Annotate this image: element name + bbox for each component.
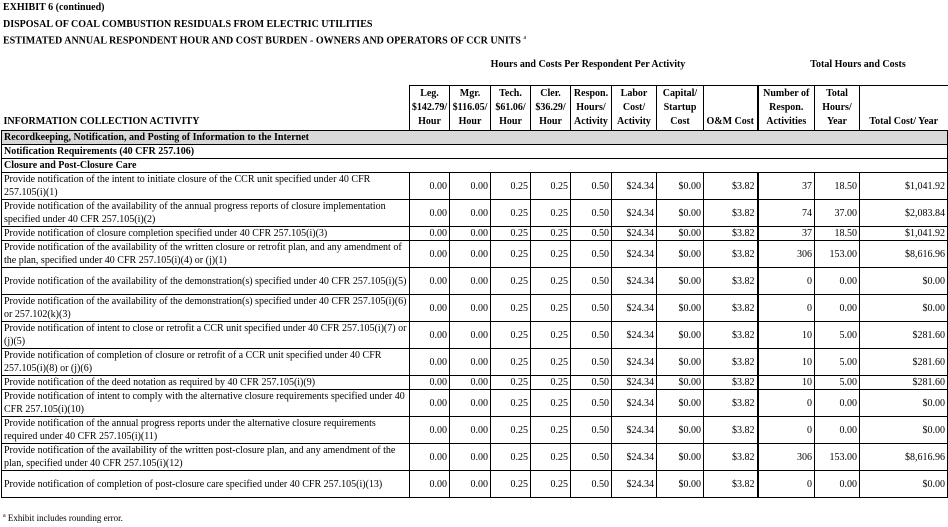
- activity-cell: Provide notification of completion of closure or retrofit of a CCR unit specified under 40 CFR 257.105(i)(8) or (j)(6): [2, 349, 410, 376]
- document-title: DISPOSAL OF COAL COMBUSTION RESIDUALS FROM ELECTRIC UTILITIES: [3, 19, 373, 30]
- col-number-activities: Number of Respon. Activities: [758, 86, 815, 131]
- total-cost-cell: $0.00: [860, 390, 948, 417]
- om-cell: $3.82: [704, 471, 758, 498]
- leg-cell: 0.00: [410, 322, 450, 349]
- cler-cell: 0.25: [531, 349, 571, 376]
- cler-cell: 0.25: [531, 200, 571, 227]
- number-cell: 0: [758, 417, 815, 444]
- labor-cell: $24.34: [612, 200, 657, 227]
- capital-cell: $0.00: [657, 173, 704, 200]
- mgr-cell: 0.00: [450, 322, 491, 349]
- tech-cell: 0.25: [491, 241, 531, 268]
- cler-cell: 0.25: [531, 417, 571, 444]
- total-cost-cell: $8,616.96: [860, 444, 948, 471]
- table-row: [2, 322, 948, 349]
- activity-cell: Provide notification of the availability of the demonstration(s) specified under 40 CFR 257.105(i)(6) or 257.102(k)(3): [2, 295, 410, 322]
- group-header-per-activity: Hours and Costs Per Respondent Per Activity: [490, 59, 686, 70]
- om-cell: $3.82: [704, 173, 758, 200]
- mgr-cell: 0.00: [450, 227, 491, 241]
- cler-cell: 0.25: [531, 444, 571, 471]
- activity-cell: Provide notification of the deed notation as required by 40 CFR 257.105(i)(9): [2, 376, 410, 390]
- number-cell: 0: [758, 295, 815, 322]
- total-cost-cell: $281.60: [860, 376, 948, 390]
- total-hours-cell: 0.00: [815, 471, 860, 498]
- leg-cell: 0.00: [410, 349, 450, 376]
- total-hours-cell: 153.00: [815, 444, 860, 471]
- cler-cell: 0.25: [531, 390, 571, 417]
- col-total-cost: Total Cost/ Year: [860, 86, 948, 131]
- section-label: Closure and Post-Closure Care: [2, 159, 948, 173]
- respon-cell: 0.50: [571, 471, 612, 498]
- tech-cell: 0.25: [491, 471, 531, 498]
- om-cell: $3.82: [704, 417, 758, 444]
- om-cell: $3.82: [704, 390, 758, 417]
- number-cell: 74: [758, 200, 815, 227]
- column-header-row: [2, 86, 948, 131]
- tech-cell: 0.25: [491, 444, 531, 471]
- table-row: [2, 390, 948, 417]
- om-cell: $3.82: [704, 444, 758, 471]
- total-hours-cell: 0.00: [815, 295, 860, 322]
- total-cost-cell: $8,616.96: [860, 241, 948, 268]
- labor-cell: $24.34: [612, 444, 657, 471]
- capital-cell: $0.00: [657, 295, 704, 322]
- labor-cell: $24.34: [612, 241, 657, 268]
- table-row: [2, 227, 948, 241]
- activity-cell: Provide notification of intent to comply with the alternative closure requirements specified under 40 CFR 257.105(i)(10): [2, 390, 410, 417]
- respon-cell: 0.50: [571, 322, 612, 349]
- capital-cell: $0.00: [657, 241, 704, 268]
- col-om-cost: O&M Cost: [704, 86, 758, 131]
- activity-cell: Provide notification of closure completion specified under 40 CFR 257.105(i)(3): [2, 227, 410, 241]
- table-row: [2, 241, 948, 268]
- activity-cell: Provide notification of completion of post-closure care specified under 40 CFR 257.105(i)(13): [2, 471, 410, 498]
- mgr-cell: 0.00: [450, 295, 491, 322]
- total-hours-cell: 18.50: [815, 173, 860, 200]
- tech-cell: 0.25: [491, 322, 531, 349]
- total-hours-cell: 0.00: [815, 417, 860, 444]
- total-cost-cell: $2,083.84: [860, 200, 948, 227]
- mgr-cell: 0.00: [450, 173, 491, 200]
- number-cell: 0: [758, 268, 815, 295]
- labor-cell: $24.34: [612, 349, 657, 376]
- number-cell: 10: [758, 376, 815, 390]
- col-labor-cost: Labor Cost/ Activity: [612, 86, 657, 131]
- col-tech: Tech. $61.06/ Hour: [491, 86, 531, 131]
- tech-cell: 0.25: [491, 376, 531, 390]
- cler-cell: 0.25: [531, 376, 571, 390]
- footnote-marker: a: [523, 35, 527, 41]
- leg-cell: 0.00: [410, 417, 450, 444]
- mgr-cell: 0.00: [450, 349, 491, 376]
- respon-cell: 0.50: [571, 349, 612, 376]
- total-cost-cell: $0.00: [860, 417, 948, 444]
- leg-cell: 0.00: [410, 227, 450, 241]
- om-cell: $3.82: [704, 376, 758, 390]
- cler-cell: 0.25: [531, 471, 571, 498]
- leg-cell: 0.00: [410, 390, 450, 417]
- respon-cell: 0.50: [571, 200, 612, 227]
- document-subtitle: [3, 35, 526, 46]
- total-hours-cell: 5.00: [815, 322, 860, 349]
- total-hours-cell: 5.00: [815, 349, 860, 376]
- total-hours-cell: 153.00: [815, 241, 860, 268]
- total-cost-cell: $1,041.92: [860, 173, 948, 200]
- respon-cell: 0.50: [571, 173, 612, 200]
- activity-cell: Provide notification of the availability of the written post-closure plan, and any amendment of the plan, specified under 40 CFR 257.105(i)(12): [2, 444, 410, 471]
- tech-cell: 0.25: [491, 227, 531, 241]
- capital-cell: $0.00: [657, 268, 704, 295]
- labor-cell: $24.34: [612, 417, 657, 444]
- labor-cell: $24.34: [612, 376, 657, 390]
- tech-cell: 0.25: [491, 268, 531, 295]
- activity-cell: Provide notification of intent to close or retrofit a CCR unit specified under 40 CFR 257.105(i)(7) or (j)(5): [2, 322, 410, 349]
- table-row: [2, 417, 948, 444]
- total-cost-cell: $281.60: [860, 322, 948, 349]
- number-cell: 10: [758, 322, 815, 349]
- labor-cell: $24.34: [612, 268, 657, 295]
- respon-cell: 0.50: [571, 444, 612, 471]
- respon-cell: 0.50: [571, 390, 612, 417]
- leg-cell: 0.00: [410, 471, 450, 498]
- leg-cell: 0.00: [410, 444, 450, 471]
- leg-cell: 0.00: [410, 200, 450, 227]
- respon-cell: 0.50: [571, 295, 612, 322]
- tech-cell: 0.25: [491, 349, 531, 376]
- activity-cell: Provide notification of the availability of the written closure or retrofit plan, and any amendment of the plan, specified under 40 CFR 257.105(i)(4) or (j)(1): [2, 241, 410, 268]
- total-cost-cell: $0.00: [860, 268, 948, 295]
- footnote: [3, 513, 123, 523]
- section-label: Notification Requirements (40 CFR 257.106): [2, 145, 948, 159]
- om-cell: $3.82: [704, 241, 758, 268]
- respon-cell: 0.50: [571, 376, 612, 390]
- col-total-hours: Total Hours/ Year: [815, 86, 860, 131]
- cler-cell: 0.25: [531, 173, 571, 200]
- cler-cell: 0.25: [531, 241, 571, 268]
- number-cell: 306: [758, 241, 815, 268]
- section-row-recordkeeping: [2, 131, 948, 145]
- respon-cell: 0.50: [571, 227, 612, 241]
- section-row-notification: [2, 145, 948, 159]
- total-cost-cell: $1,041.92: [860, 227, 948, 241]
- col-mgr: Mgr. $116.05/ Hour: [450, 86, 491, 131]
- mgr-cell: 0.00: [450, 241, 491, 268]
- om-cell: $3.82: [704, 349, 758, 376]
- mgr-cell: 0.00: [450, 390, 491, 417]
- cler-cell: 0.25: [531, 227, 571, 241]
- number-cell: 306: [758, 444, 815, 471]
- table-row: [2, 349, 948, 376]
- om-cell: $3.82: [704, 227, 758, 241]
- col-respon-hours: Respon. Hours/ Activity: [571, 86, 612, 131]
- col-activity: INFORMATION COLLECTION ACTIVITY: [2, 86, 410, 131]
- total-hours-cell: 18.50: [815, 227, 860, 241]
- labor-cell: $24.34: [612, 471, 657, 498]
- tech-cell: 0.25: [491, 173, 531, 200]
- table-body: [2, 131, 948, 498]
- mgr-cell: 0.00: [450, 471, 491, 498]
- leg-cell: 0.00: [410, 376, 450, 390]
- capital-cell: $0.00: [657, 471, 704, 498]
- om-cell: $3.82: [704, 200, 758, 227]
- table-row: [2, 173, 948, 200]
- labor-cell: $24.34: [612, 227, 657, 241]
- group-header-totals: Total Hours and Costs: [810, 59, 906, 70]
- mgr-cell: 0.00: [450, 444, 491, 471]
- total-cost-cell: $281.60: [860, 349, 948, 376]
- capital-cell: $0.00: [657, 322, 704, 349]
- subtitle-text: ESTIMATED ANNUAL RESPONDENT HOUR AND COST BURDEN - OWNERS AND OPERATORS OF CCR UNITS: [3, 35, 521, 47]
- om-cell: $3.82: [704, 295, 758, 322]
- mgr-cell: 0.00: [450, 417, 491, 444]
- leg-cell: 0.00: [410, 268, 450, 295]
- capital-cell: $0.00: [657, 417, 704, 444]
- mgr-cell: 0.00: [450, 200, 491, 227]
- om-cell: $3.82: [704, 322, 758, 349]
- total-cost-cell: $0.00: [860, 295, 948, 322]
- total-hours-cell: 0.00: [815, 390, 860, 417]
- capital-cell: $0.00: [657, 200, 704, 227]
- respon-cell: 0.50: [571, 241, 612, 268]
- capital-cell: $0.00: [657, 227, 704, 241]
- capital-cell: $0.00: [657, 349, 704, 376]
- footnote-text: Exhibit includes rounding error.: [7, 513, 123, 523]
- om-cell: $3.82: [704, 268, 758, 295]
- col-cler: Cler. $36.29/ Hour: [531, 86, 571, 131]
- table-row: [2, 295, 948, 322]
- cler-cell: 0.25: [531, 322, 571, 349]
- labor-cell: $24.34: [612, 173, 657, 200]
- col-leg: Leg. $142.79/ Hour: [410, 86, 450, 131]
- total-hours-cell: 0.00: [815, 268, 860, 295]
- tech-cell: 0.25: [491, 200, 531, 227]
- leg-cell: 0.00: [410, 295, 450, 322]
- labor-cell: $24.34: [612, 295, 657, 322]
- labor-cell: $24.34: [612, 322, 657, 349]
- table-row: [2, 268, 948, 295]
- table-row: [2, 471, 948, 498]
- capital-cell: $0.00: [657, 376, 704, 390]
- total-cost-cell: $0.00: [860, 471, 948, 498]
- col-capital-cost: Capital/ Startup Cost: [657, 86, 704, 131]
- leg-cell: 0.00: [410, 173, 450, 200]
- tech-cell: 0.25: [491, 417, 531, 444]
- section-label: Recordkeeping, Notification, and Posting of Information to the Internet: [2, 131, 948, 145]
- exhibit-label: EXHIBIT 6 (continued): [3, 2, 105, 13]
- total-hours-cell: 37.00: [815, 200, 860, 227]
- capital-cell: $0.00: [657, 444, 704, 471]
- activity-cell: Provide notification of the availability of the annual progress reports of closure implementation specified under 40 CFR 257.105(i)(2): [2, 200, 410, 227]
- leg-cell: 0.00: [410, 241, 450, 268]
- cler-cell: 0.25: [531, 268, 571, 295]
- capital-cell: $0.00: [657, 390, 704, 417]
- activity-cell: Provide notification of the availability of the demonstration(s) specified under 40 CFR 257.105(i)(5): [2, 268, 410, 295]
- cler-cell: 0.25: [531, 295, 571, 322]
- tech-cell: 0.25: [491, 390, 531, 417]
- burden-table: [1, 85, 948, 498]
- number-cell: 10: [758, 349, 815, 376]
- mgr-cell: 0.00: [450, 268, 491, 295]
- number-cell: 0: [758, 471, 815, 498]
- respon-cell: 0.50: [571, 268, 612, 295]
- mgr-cell: 0.00: [450, 376, 491, 390]
- total-hours-cell: 5.00: [815, 376, 860, 390]
- number-cell: 0: [758, 390, 815, 417]
- activity-cell: Provide notification of the annual progress reports under the alternative closure requirements required under 40 CFR 257.105(i)(11): [2, 417, 410, 444]
- footnote-marker: a: [3, 513, 6, 519]
- tech-cell: 0.25: [491, 295, 531, 322]
- labor-cell: $24.34: [612, 390, 657, 417]
- activity-cell: Provide notification of the intent to initiate closure of the CCR unit specified under 40 CFR 257.105(i)(1): [2, 173, 410, 200]
- table-row: [2, 376, 948, 390]
- table-row: [2, 200, 948, 227]
- respon-cell: 0.50: [571, 417, 612, 444]
- number-cell: 37: [758, 227, 815, 241]
- table-row: [2, 444, 948, 471]
- section-row-closure: [2, 159, 948, 173]
- number-cell: 37: [758, 173, 815, 200]
